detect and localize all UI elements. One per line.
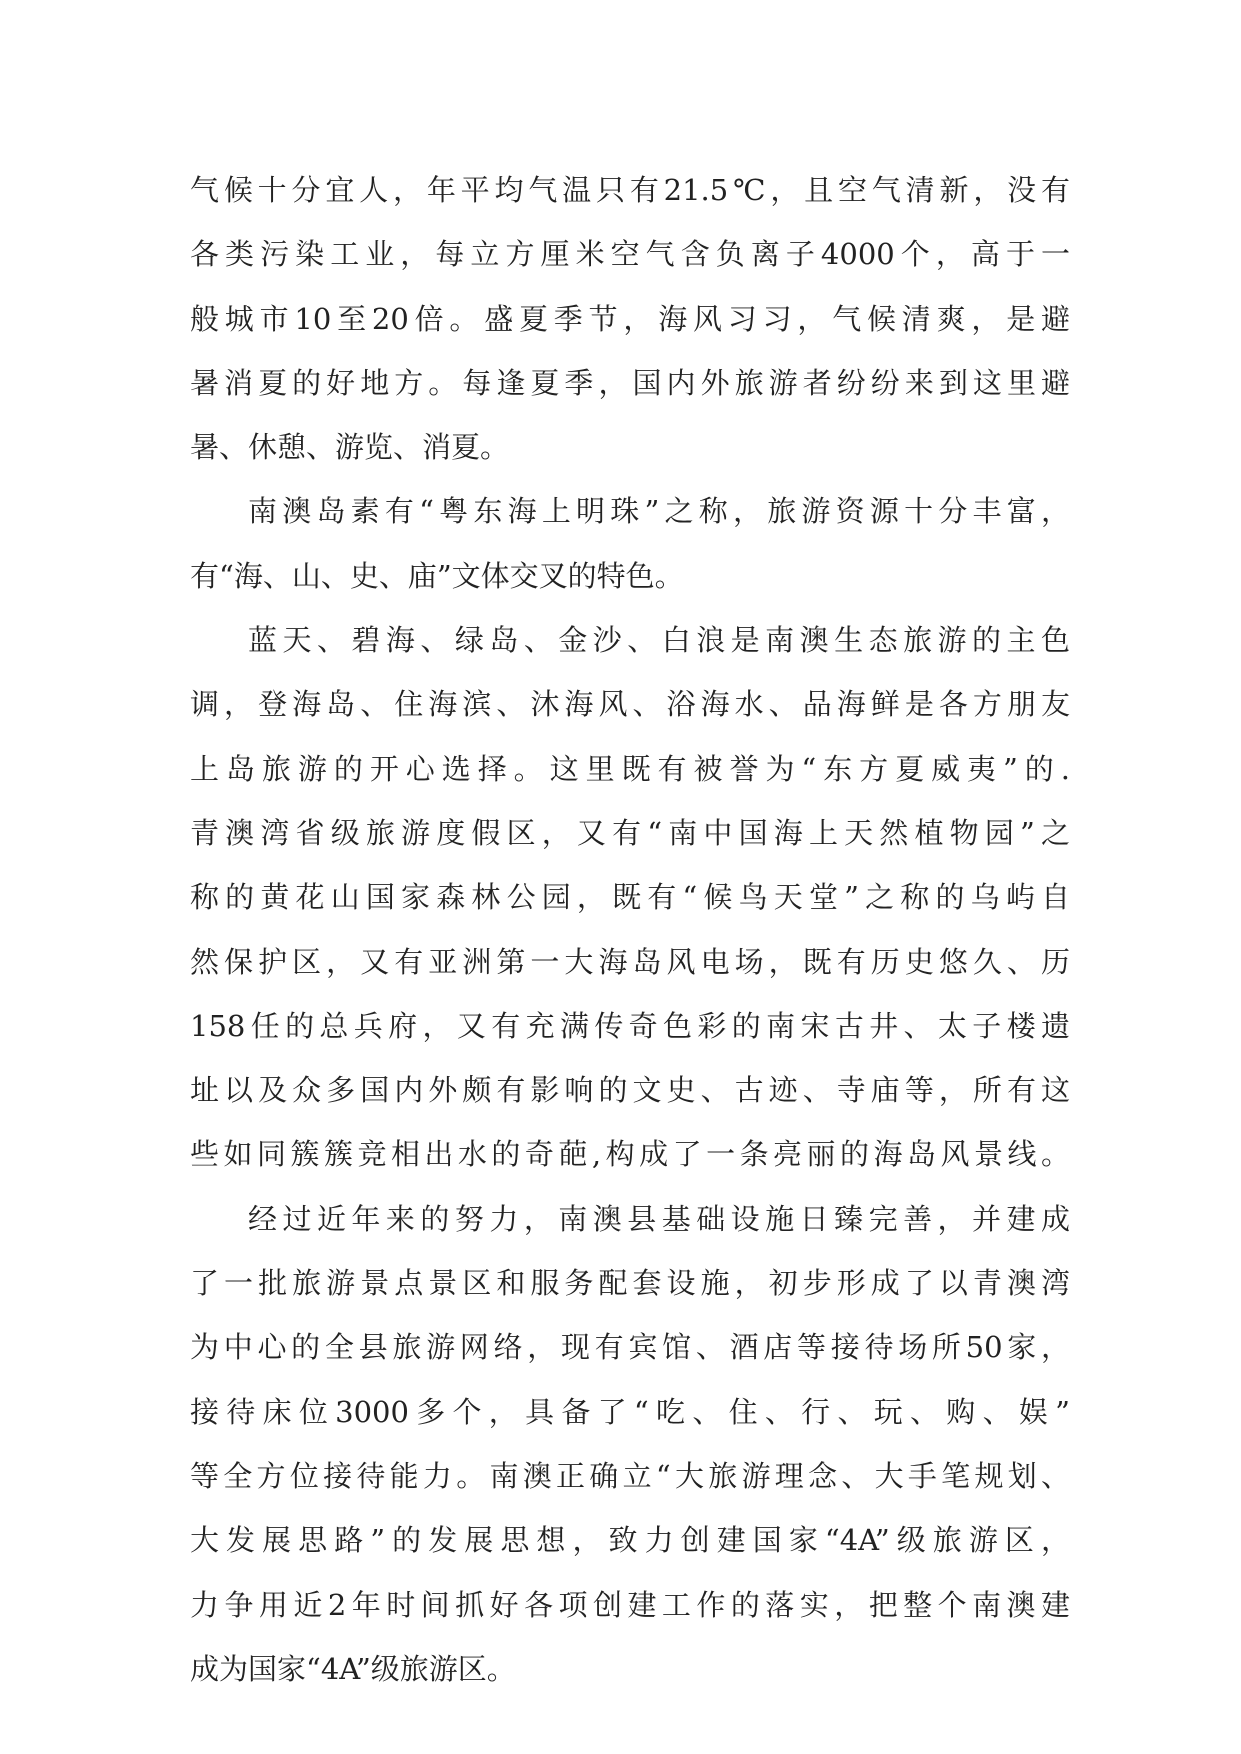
- text-line: 成为国家“4A”级旅游区。: [190, 1651, 516, 1686]
- text-line: 然保护区，又有亚洲第一大海岛风电场，既有历史悠久、历: [190, 944, 1070, 979]
- text-line: 称的黄花山国家森林公园，既有“候鸟天堂”之称的乌屿自: [190, 880, 1070, 915]
- text-line: 各类污染工业，每立方厘米空气含负离子4000个，高于一: [190, 237, 1070, 272]
- text-line: 址以及众多国内外颇有影响的文史、古迹、寺庙等，所有这: [190, 1073, 1070, 1108]
- text-line: 大发展思路”的发展思想，致力创建国家“4A”级旅游区，: [190, 1523, 1070, 1558]
- text-line: 暑、休憩、游览、消夏。: [190, 430, 510, 465]
- paragraph-3: [190, 608, 1070, 1187]
- text-line: 暑消夏的好地方。每逢夏季，国内外旅游者纷纷来到这里避: [190, 365, 1070, 400]
- text-line: 青澳湾省级旅游度假区，又有“南中国海上天然植物园”之: [190, 815, 1070, 850]
- text-line: 经过近年来的努力，南澳县基础设施日臻完善，并建成: [248, 1201, 1070, 1236]
- text-line: 蓝天、碧海、绿岛、金沙、白浪是南澳生态旅游的主色: [248, 623, 1070, 658]
- text-line: 了一批旅游景点景区和服务配套设施，初步形成了以青澳湾: [190, 1266, 1070, 1301]
- paragraph-4: [190, 1187, 1070, 1701]
- text-line: 上岛旅游的开心选择。这里既有被誉为“东方夏威夷”的.: [190, 751, 1070, 786]
- text-line: 些如同簇簇竞相出水的奇葩,构成了一条亮丽的海岛风景线。: [190, 1137, 1070, 1172]
- body-text: [190, 158, 1070, 1701]
- text-line: 般城市10至20倍。盛夏季节，海风习习，气候清爽，是避: [190, 301, 1070, 336]
- paragraph-2: [190, 479, 1070, 608]
- text-line: 南澳岛素有“粤东海上明珠”之称，旅游资源十分丰富，: [248, 494, 1070, 529]
- paragraph-1: [190, 158, 1070, 479]
- text-line: 力争用近2年时间抓好各项创建工作的落实，把整个南澳建: [190, 1587, 1070, 1622]
- text-line: 为中心的全县旅游网络，现有宾馆、酒店等接待场所50家，: [190, 1330, 1070, 1365]
- text-line: 气候十分宜人，年平均气温只有21.5℃，且空气清新，没有: [190, 173, 1070, 207]
- text-line: 有“海、山、史、庙”文体交叉的特色。: [190, 558, 684, 593]
- text-line: 调，登海岛、住海滨、沐海风、浴海水、品海鲜是各方朋友: [190, 687, 1070, 722]
- text-line: 158任的总兵府，又有充满传奇色彩的南宋古井、太子楼遗: [190, 1008, 1070, 1043]
- text-line: 等全方位接待能力。南澳正确立“大旅游理念、大手笔规划、: [190, 1458, 1070, 1493]
- text-line: 接待床位3000多个，具备了“吃、住、行、玩、购、娱”: [190, 1394, 1070, 1429]
